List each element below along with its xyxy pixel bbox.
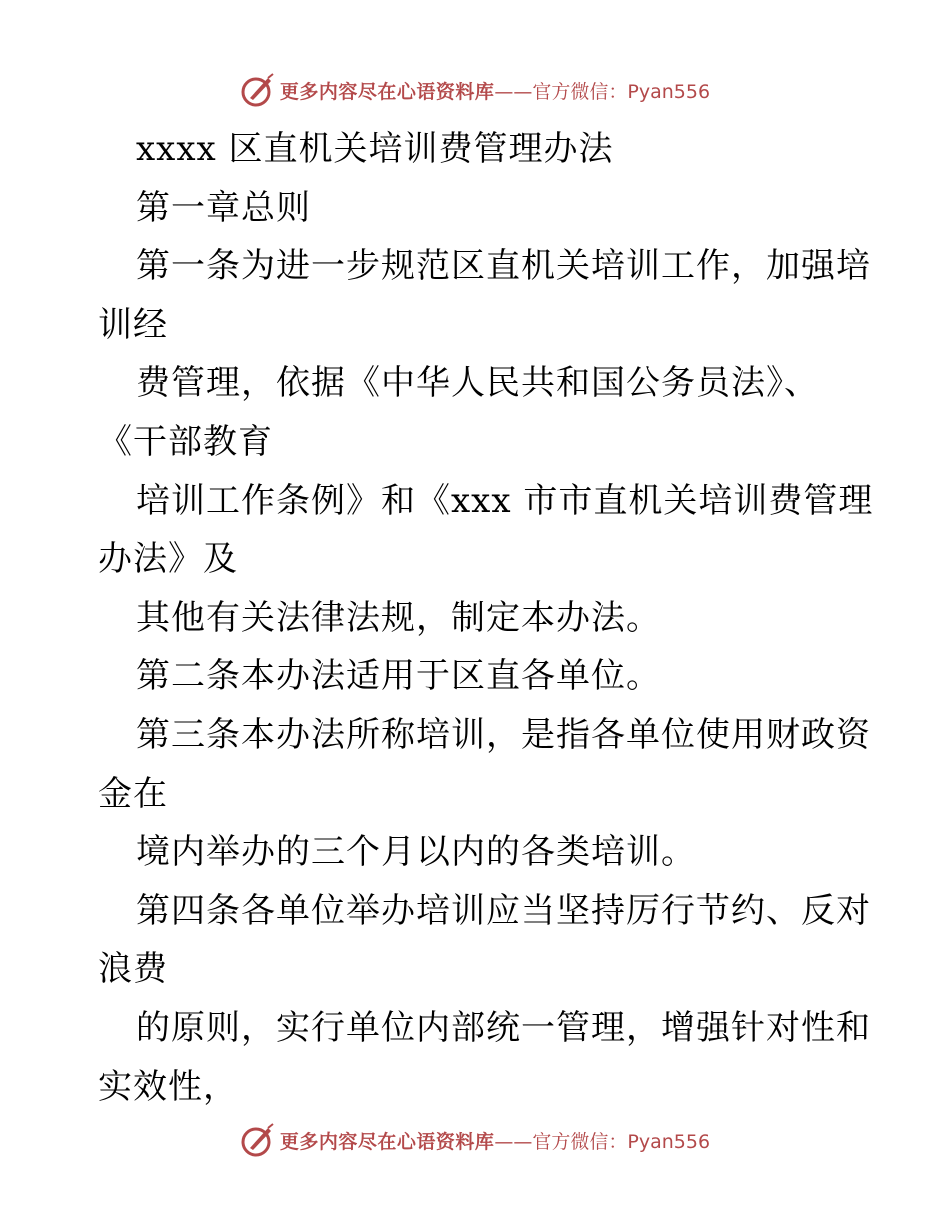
doc-line: 办法》及 (98, 539, 238, 580)
header-banner-tail: ——官方微信：Pyan556 (494, 80, 711, 103)
doc-line: 的原则，实行单位内部统一管理，增强针对性和 (136, 1007, 871, 1048)
doc-line: 培训工作条例》和《xxx 市市直机关培训费管理 (136, 480, 874, 521)
chapter-heading: 第一章总则 (136, 187, 311, 228)
doc-line: 其他有关法律法规，制定本办法。 (136, 597, 661, 638)
doc-line: 第一条为进一步规范区直机关培训工作，加强培 (136, 246, 871, 287)
quill-circle-logo-icon (240, 1122, 276, 1158)
quill-circle-logo-icon (240, 72, 276, 108)
footer-banner-main: 更多内容尽在心语资料库 (279, 1130, 495, 1153)
header-banner-main: 更多内容尽在心语资料库 (279, 80, 495, 103)
doc-line: 费管理，依据《中华人民共和国公务员法》、 (136, 363, 819, 404)
footer-banner-tail: ——官方微信：Pyan556 (494, 1130, 711, 1153)
document-body (98, 120, 874, 1116)
header-banner (0, 68, 950, 112)
doc-line: 《干部教育 (98, 421, 273, 462)
doc-title: xxxx 区直机关培训费管理办法 (136, 129, 614, 169)
doc-line: 第四条各单位举办培训应当坚持厉行节约、反对 (136, 890, 871, 931)
doc-line: 金在 (98, 773, 168, 814)
footer-banner (0, 1118, 950, 1162)
doc-line: 实效性， (98, 1066, 238, 1107)
doc-line: 第三条本办法所称培训，是指各单位使用财政资 (136, 714, 871, 755)
doc-line: 训经 (98, 304, 168, 345)
doc-line: 境内举办的三个月以内的各类培训。 (136, 832, 696, 873)
doc-line: 第二条本办法适用于区直各单位。 (136, 656, 661, 697)
doc-line: 浪费 (98, 949, 168, 990)
